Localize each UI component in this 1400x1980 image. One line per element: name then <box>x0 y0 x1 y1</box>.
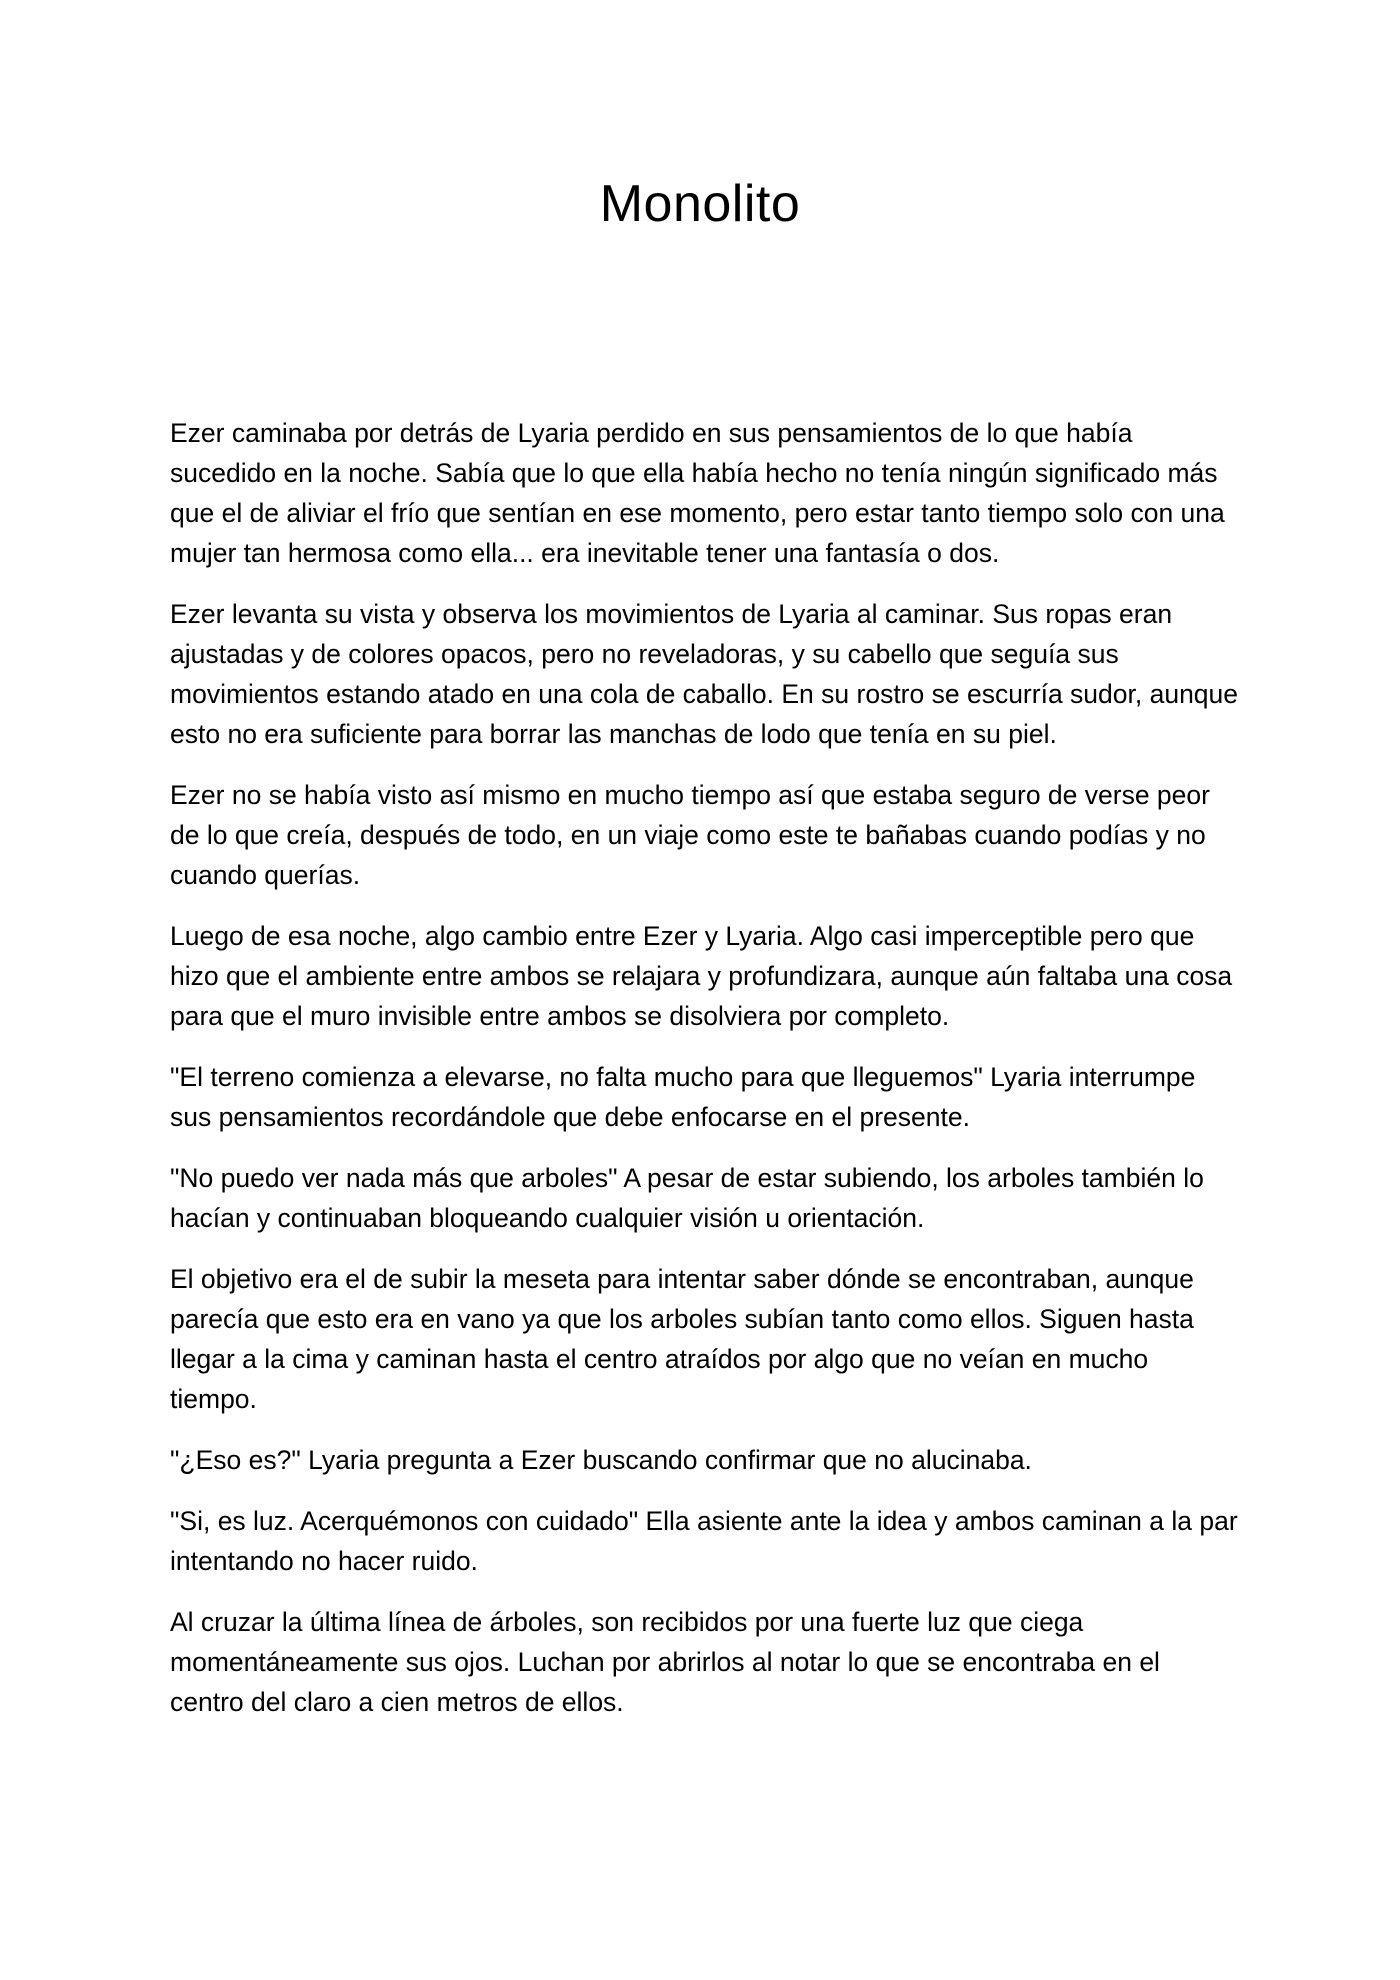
paragraph-1: Ezer caminaba por detrás de Lyaria perdido en sus pensamientos de lo que había sucedido en la noche. Sabía que lo que ella había hecho no tenía ningún significado más que el de aliviar el frío que sentían en ese momento, pero estar tanto tiempo solo con una mujer tan hermosa como ella... era inevitable tener una fantasía o dos. <box>170 418 1225 568</box>
paragraph-9: "Si, es luz. Acerquémonos con cuidado" Ella asiente ante la idea y ambos caminan a la par intentando no hacer ruido. <box>170 1506 1238 1576</box>
paragraph-4: Luego de esa noche, algo cambio entre Ezer y Lyaria. Algo casi imperceptible pero que hizo que el ambiente entre ambos se relajara y profundizara, aunque aún faltaba una cosa para que el muro invisible entre ambos se disolviera por completo. <box>170 921 1233 1031</box>
paragraph-2: Ezer levanta su vista y observa los movimientos de Lyaria al caminar. Sus ropas eran ajustadas y de colores opacos, pero no reveladoras, y su cabello que seguía sus movimientos estando atado en una cola de caballo. En su rostro se escurría sudor, aunque esto no era suficiente para borrar las manchas de lodo que tenía en su piel. <box>170 599 1239 749</box>
paragraph-6: "No puedo ver nada más que arboles" A pesar de estar subiendo, los arboles también lo hacían y continuaban bloqueando cualquier visión u orientación. <box>170 1163 1204 1233</box>
document-body <box>170 413 1240 1743</box>
document-title: Monolito <box>599 175 801 233</box>
paragraph-8: "¿Eso es?" Lyaria pregunta a Ezer buscando confirmar que no alucinaba. <box>170 1445 1032 1475</box>
paragraph-7: El objetivo era el de subir la meseta para intentar saber dónde se encontraban, aunque parecía que esto era en vano ya que los arboles subían tanto como ellos. Siguen hasta llegar a la cima y caminan hasta el centro atraídos por algo que no veían en mucho tiempo. <box>170 1264 1194 1414</box>
paragraph-3: Ezer no se había visto así mismo en mucho tiempo así que estaba seguro de verse peor de lo que creía, después de todo, en un viaje como este te bañabas cuando podías y no cuando querías. <box>170 780 1210 890</box>
paragraph-5: "El terreno comienza a elevarse, no falta mucho para que lleguemos" Lyaria interrumpe sus pensamientos recordándole que debe enfocarse en el presente. <box>170 1062 1196 1132</box>
paragraph-10: Al cruzar la última línea de árboles, son recibidos por una fuerte luz que ciega momentáneamente sus ojos. Luchan por abrirlos al notar lo que se encontraba en el centro del claro a cien metros de ellos. <box>170 1607 1160 1717</box>
